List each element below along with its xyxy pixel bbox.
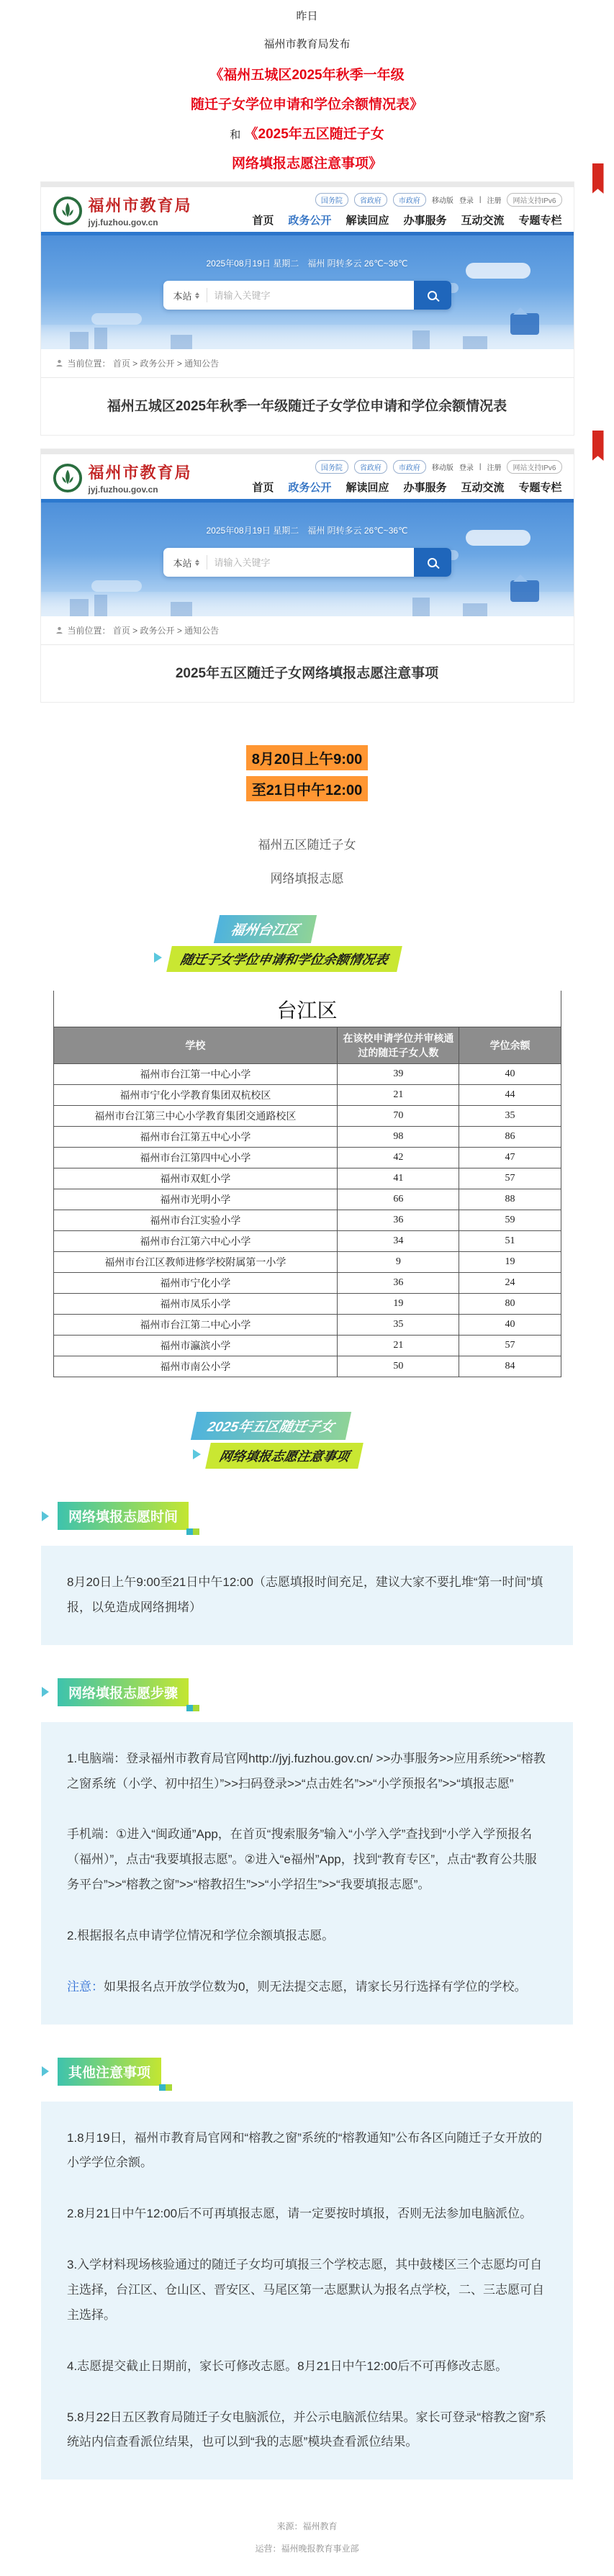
person-icon	[55, 359, 63, 367]
district-banner	[0, 915, 614, 972]
table-row	[53, 1106, 561, 1127]
table-row	[53, 1168, 561, 1189]
school-name: 福州市台江第三中心小学教育集团交通路校区	[53, 1106, 338, 1127]
red-ribbon-icon	[592, 163, 604, 194]
education-bureau-emblem-icon	[53, 196, 83, 226]
seats-remaining: 47	[459, 1148, 561, 1168]
link-province-gov[interactable]: 省政府	[354, 193, 387, 207]
approved-count: 66	[338, 1189, 459, 1210]
nav-services[interactable]: 办事服务	[403, 215, 447, 227]
subtitle	[0, 834, 614, 886]
site-domain: jyj.fuzhou.gov.cn	[88, 217, 158, 228]
source-credit: 来源：福州教育	[276, 2521, 338, 2532]
school-name: 福州市宁化小学	[53, 1273, 338, 1294]
intro-and: 和	[230, 129, 241, 141]
table-row	[53, 1210, 561, 1231]
intro-red-title: 随迁子女学位申请和学位余额情况表》	[190, 97, 423, 112]
search-scope-select[interactable]	[173, 289, 199, 302]
approved-count: 36	[338, 1210, 459, 1231]
search-bar	[163, 548, 451, 577]
seats-remaining: 57	[459, 1336, 561, 1356]
approved-count: 19	[338, 1294, 459, 1315]
paragraph: 8月20日上午9:00至21日中午12:00（志愿填报时间充足，建议大家不要扎堆“第一时间”填报，以免造成网络拥堵）	[67, 1575, 543, 1614]
intro-red-title: 《福州五城区2025年秋季一年级	[209, 68, 405, 83]
intro-line: 昨日	[296, 10, 318, 22]
scope-dropdown-icon	[195, 559, 199, 566]
search-button[interactable]	[414, 548, 451, 577]
table-row	[53, 1356, 561, 1377]
site-name: 福州市教育局	[88, 197, 192, 215]
subtitle-line: 网络填报志愿	[270, 872, 344, 886]
school-name: 福州市光明小学	[53, 1189, 338, 1210]
table-row	[53, 1085, 561, 1106]
section-body-other	[41, 2102, 573, 2480]
arrow-icon	[42, 1511, 49, 1521]
intro-red-title: 网络填报志愿注意事项》	[231, 156, 382, 171]
date-weather: 2025年08月19日 星期二 福州 阴转多云 26℃~36℃	[206, 526, 408, 536]
seats-remaining: 35	[459, 1106, 561, 1127]
paragraph: 3.入学材料现场核验通过的随迁子女均可填报三个学校志愿，其中鼓楼区三个志愿均可自主选择，台江区、仓山区、晋安区、马尾区第一志愿默认为报名点学校，二、三志愿可自主选择。	[67, 2258, 544, 2322]
approved-count: 98	[338, 1127, 459, 1148]
section-body-time	[41, 1546, 573, 1645]
school-name: 福州市瀛滨小学	[53, 1336, 338, 1356]
paragraph: 2.8月21日中午12:00后不可再填报志愿，请一定要按时填报，否则无法参加电脑派位。	[67, 2207, 533, 2221]
search-bar	[163, 281, 451, 310]
ipv6-badge: 网站支持IPv6	[507, 460, 561, 474]
search-icon	[428, 558, 437, 567]
divider: |	[479, 463, 482, 471]
breadcrumb-text: 当前位置： 首页 > 政务公开 > 通知公告	[67, 626, 220, 636]
nav-gov-info[interactable]: 政务公开	[288, 215, 332, 227]
table-header-row	[53, 1027, 561, 1064]
search-scope-label: 本站	[173, 290, 192, 302]
arrow-icon	[193, 1449, 201, 1459]
link-province-gov[interactable]: 省政府	[354, 460, 387, 474]
deadline-line: 至21日中午12:00	[246, 776, 368, 801]
page-title: 2025年五区随迁子女网络填报志愿注意事项	[175, 666, 439, 681]
browser-top-strip	[41, 449, 574, 454]
link-mobile-version[interactable]: 移动版	[431, 464, 453, 472]
intro-block	[0, 9, 614, 172]
search-scope-select[interactable]	[173, 556, 199, 569]
link-login[interactable]: 登录	[459, 197, 474, 205]
table-row	[53, 1294, 561, 1315]
site-header	[41, 454, 574, 499]
nav-interaction[interactable]: 互动交流	[461, 482, 505, 494]
search-input[interactable]	[215, 290, 414, 301]
banner-subject-label: 网络填报志愿注意事项	[205, 1443, 364, 1469]
section-label: 其他注意事项	[58, 2058, 161, 2086]
search-scope-label: 本站	[173, 557, 192, 569]
seats-remaining: 40	[459, 1315, 561, 1336]
table-row	[53, 1273, 561, 1294]
banner-subject-label: 随迁子女学位申请和学位余额情况表	[166, 946, 402, 972]
seats-remaining: 80	[459, 1294, 561, 1315]
nav-home[interactable]: 首页	[252, 482, 274, 494]
date-weather: 2025年08月19日 星期二 福州 阴转多云 26℃~36℃	[206, 258, 408, 269]
arrow-icon	[42, 2066, 49, 2076]
breadcrumb-text: 当前位置： 首页 > 政务公开 > 通知公告	[67, 359, 220, 369]
seats-remaining: 44	[459, 1085, 561, 1106]
approved-count: 42	[338, 1148, 459, 1168]
approved-count: 35	[338, 1315, 459, 1336]
col-school: 学校	[53, 1027, 338, 1064]
link-register[interactable]: 注册	[487, 464, 502, 472]
table-row	[53, 1315, 561, 1336]
nav-home[interactable]: 首页	[252, 215, 274, 227]
banner-district-label: 福州台江区	[214, 915, 317, 943]
seats-remaining: 86	[459, 1127, 561, 1148]
school-name: 福州市台江第二中心小学	[53, 1315, 338, 1336]
main-nav	[252, 479, 561, 495]
approved-count: 36	[338, 1273, 459, 1294]
intro-mixed-line	[0, 123, 614, 143]
nav-special-topics[interactable]: 专题专栏	[518, 482, 562, 494]
cloud-illustration	[466, 263, 531, 279]
site-header	[41, 187, 574, 232]
school-name: 福州市凤乐小学	[53, 1294, 338, 1315]
approved-count: 21	[338, 1336, 459, 1356]
search-icon	[428, 291, 437, 300]
approved-count: 50	[338, 1356, 459, 1377]
approved-count: 9	[338, 1252, 459, 1273]
table-row	[53, 1336, 561, 1356]
school-name: 福州市双虹小学	[53, 1168, 338, 1189]
table-row	[53, 1148, 561, 1168]
seats-remaining: 84	[459, 1356, 561, 1377]
site-banner	[41, 503, 574, 616]
paragraph: 1.电脑端：登录福州市教育局官网http://jyj.fuzhou.gov.cn/ >>办事服务>>应用系统>>“榕教之窗系统（小学、初中招生）”>>扫码登录>>“点击姓名”>>“小学预报名”>>“填报志愿”	[67, 1751, 546, 1791]
section-body-steps	[41, 1722, 573, 2025]
school-name: 福州市台江第四中心小学	[53, 1148, 338, 1168]
divider: |	[479, 196, 482, 204]
school-name: 福州市宁化小学教育集团双杭校区	[53, 1085, 338, 1106]
seats-remaining: 40	[459, 1064, 561, 1085]
article-footer	[0, 2520, 614, 2554]
seats-remaining: 24	[459, 1273, 561, 1294]
link-gov-council[interactable]: 国务院	[315, 193, 348, 207]
breadcrumb[interactable]	[41, 616, 574, 645]
paragraph: 1.8月19日，福州市教育局官网和“榕教之窗”系统的“榕教通知”公布各区向随迁子女开放的小学学位余额。	[67, 2130, 543, 2170]
paragraph: 注意：如果报名点开放学位数为0，则无法提交志愿，请家长另行选择有学位的学校。	[67, 1979, 527, 1994]
deadline-highlight	[0, 745, 614, 807]
site-banner	[41, 235, 574, 349]
browser-top-strip	[41, 182, 574, 187]
nav-interaction[interactable]: 互动交流	[461, 215, 505, 227]
breadcrumb[interactable]	[41, 349, 574, 378]
note-prefix: 注意：	[67, 1979, 104, 1994]
person-icon	[55, 626, 63, 634]
intro-line: 福州市教育局发布	[263, 37, 351, 50]
table-row	[53, 1064, 561, 1085]
site-logo	[53, 194, 192, 228]
table-row	[53, 1127, 561, 1148]
top-links	[315, 460, 562, 474]
link-city-gov[interactable]: 市政府	[393, 460, 426, 474]
red-ribbon-icon	[592, 431, 604, 461]
banner-year-label: 2025年五区随迁子女	[191, 1412, 352, 1440]
nav-special-topics[interactable]: 专题专栏	[518, 215, 562, 227]
subtitle-line: 福州五区随迁子女	[258, 838, 356, 852]
paragraph: 5.8月22日五区教育局随迁子女电脑派位，并公示电脑派位结果。家长可登录“榕教之窗”系统站内信查看派位结果，也可以到“我的志愿”模块查看派位结果。	[67, 2410, 546, 2449]
table-row	[53, 1252, 561, 1273]
website-screenshot-1	[41, 182, 574, 435]
ipv6-badge: 网站支持IPv6	[507, 193, 561, 207]
seats-table-block	[53, 991, 561, 1377]
link-mobile-version[interactable]: 移动版	[431, 197, 453, 205]
education-bureau-emblem-icon	[53, 463, 83, 493]
link-login[interactable]: 登录	[459, 464, 474, 472]
page-title: 福州五城区2025年秋季一年级随迁子女学位申请和学位余额情况表	[107, 399, 507, 414]
mailbox-illustration	[510, 580, 539, 602]
deadline-line: 8月20日上午9:00	[246, 745, 368, 770]
search-button[interactable]	[414, 281, 451, 310]
website-screenshot-2	[41, 449, 574, 702]
school-name: 福州市台江第一中心小学	[53, 1064, 338, 1085]
notice-banner	[0, 1412, 614, 1469]
seats-table	[53, 1027, 561, 1377]
link-city-gov[interactable]: 市政府	[393, 193, 426, 207]
nav-gov-info[interactable]: 政务公开	[288, 482, 332, 494]
seats-remaining: 19	[459, 1252, 561, 1273]
school-name: 福州市台江实验小学	[53, 1210, 338, 1231]
nav-interpretation[interactable]: 解读回应	[346, 482, 389, 494]
school-name: 福州市台江区教师进修学校附属第一小学	[53, 1252, 338, 1273]
table-row	[53, 1189, 561, 1210]
site-domain: jyj.fuzhou.gov.cn	[88, 485, 158, 495]
section-heading-other	[42, 2058, 614, 2086]
section-heading-time	[42, 1502, 614, 1530]
approved-count: 21	[338, 1085, 459, 1106]
arrow-icon	[154, 953, 162, 963]
site-logo	[53, 461, 192, 495]
nav-interpretation[interactable]: 解读回应	[346, 215, 389, 227]
link-register[interactable]: 注册	[487, 197, 502, 205]
col-approved-count: 在该校申请学位并审核通过的随迁子女人数	[338, 1027, 459, 1064]
seats-remaining: 59	[459, 1210, 561, 1231]
top-links	[315, 193, 562, 207]
banner-skyline-illustration	[41, 592, 574, 616]
approved-count: 70	[338, 1106, 459, 1127]
intro-red-title: 《2025年五区随迁子女	[244, 127, 384, 142]
link-gov-council[interactable]: 国务院	[315, 460, 348, 474]
paragraph: 手机端：①进入“闽政通”App，在首页“搜索服务”输入“小学入学”查找到“小学入学预报名（福州）”，点击“我要填报志愿”。②进入“e福州”App，找到“教育专区”，点击“教育公共服务平台”>>“榕教之窗”>>“榕教招生”>>“小学招生”>>“我要填报志愿”。	[67, 1827, 537, 1892]
seats-remaining: 88	[459, 1189, 561, 1210]
school-name: 福州市台江第五中心小学	[53, 1127, 338, 1148]
table-title: 台江区	[53, 991, 561, 1027]
mailbox-illustration	[510, 313, 539, 335]
banner-skyline-illustration	[41, 325, 574, 349]
approved-count: 34	[338, 1231, 459, 1252]
approved-count: 41	[338, 1168, 459, 1189]
main-nav	[252, 212, 561, 228]
school-name: 福州市南公小学	[53, 1356, 338, 1377]
paragraph: 2.根据报名点申请学位情况和学位余额填报志愿。	[67, 1928, 335, 1942]
arrow-icon	[42, 1687, 49, 1697]
paragraph: 4.志愿提交截止日期前，家长可修改志愿。8月21日中午12:00后不可再修改志愿。	[67, 2359, 508, 2373]
search-input[interactable]	[215, 557, 414, 568]
scope-dropdown-icon	[195, 292, 199, 299]
site-name: 福州市教育局	[88, 464, 192, 482]
school-name: 福州市台江第六中心小学	[53, 1231, 338, 1252]
seats-remaining: 57	[459, 1168, 561, 1189]
table-row	[53, 1231, 561, 1252]
section-label: 网络填报志愿时间	[58, 1502, 189, 1530]
section-heading-steps	[42, 1678, 614, 1706]
section-label: 网络填报志愿步骤	[58, 1678, 189, 1706]
cloud-illustration	[91, 313, 142, 325]
seats-remaining: 51	[459, 1231, 561, 1252]
cloud-illustration	[91, 580, 142, 592]
nav-services[interactable]: 办事服务	[403, 482, 447, 494]
operator-credit: 运营：福州晚报教育事业部	[255, 2544, 359, 2554]
cloud-illustration	[466, 530, 531, 546]
col-seats-remaining: 学位余额	[459, 1027, 561, 1064]
approved-count: 39	[338, 1064, 459, 1085]
